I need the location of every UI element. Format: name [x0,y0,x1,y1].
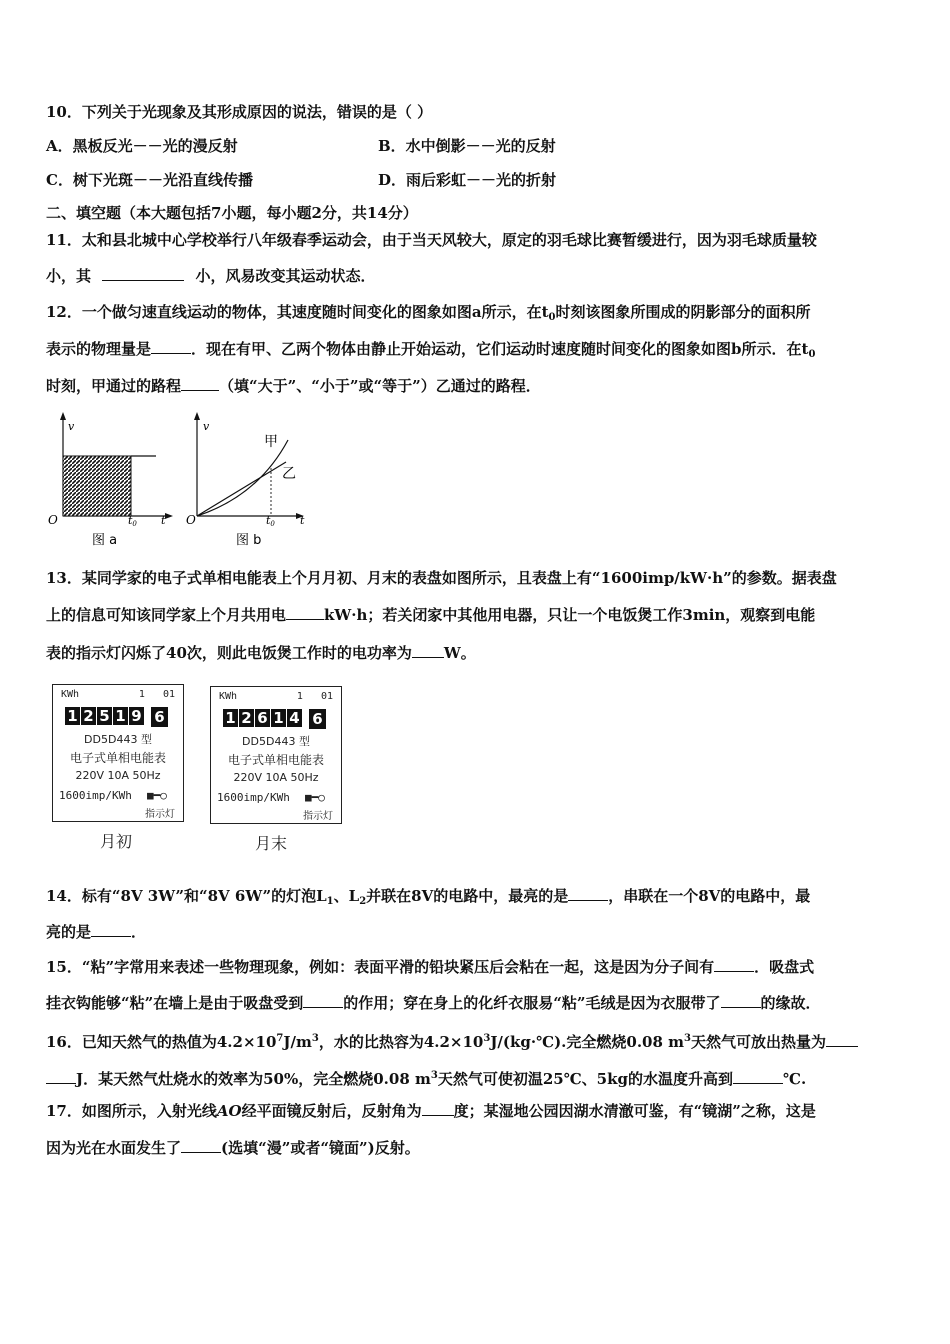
q17-blank-2[interactable] [181,1138,221,1153]
fig-b-y-arrow [194,412,200,420]
q14-blank-2[interactable] [91,922,131,937]
meter-end-caption: 月末 [255,834,288,853]
meter-start-digits [65,707,168,727]
q15-text-2b: 的作用；穿在身上的化纤衣服易“粘”毛绒是因为衣服带了 [343,994,721,1012]
meter-end-n2: 01 [320,691,333,702]
meter-start [52,684,184,822]
fig-a-v-label: v [68,420,75,433]
meter-start-spec: 220V 10A 50Hz [75,769,161,782]
meter-end-spec: 220V 10A 50Hz [233,771,319,784]
q14-sub-1: 1 [326,896,334,907]
q16-blank-1a[interactable] [826,1032,858,1047]
q14-blank-1[interactable] [568,886,608,901]
meter-end-digit: 2 [239,709,255,727]
q16-sup-5: 3 [430,1070,438,1081]
q16-text-1b: J/m [283,1033,312,1051]
meter-end-digit: 6 [255,709,271,727]
indicator-lamp-icon: ■━○ [147,789,167,802]
q11-text-b: 小，风易改变其运动状态． [195,267,376,285]
fig-b-t-label: t [300,514,305,527]
q11-text-a: 小，其 [46,267,92,285]
q11-line1: 11．太和县北城中心学校举行八年级春季运动会，由于当天风较大，原定的羽毛球比赛暂缓进行，因为羽毛球质量较 [46,231,817,249]
meter-start-decimal-digit: 6 [151,707,168,727]
q12-line2 [46,339,815,365]
q14-text-2a: 亮的是 [46,923,92,941]
q14-line2 [46,922,146,942]
q16-text-2a: J．某天然气灶烧水的效率为50%，完全燃烧0.08 m [76,1070,431,1088]
q16-sup-3: 3 [483,1033,491,1044]
q13-text-2b: kW·h；若关闭家中其他用电器，只让一个电饭煲工作3min，观察到电能 [324,606,816,624]
meter-start-n1: 1 [138,689,145,700]
meter-start-digit: 1 [65,707,81,725]
fig-b-t0-main: t [266,514,271,527]
meter-end-unit: KWh [219,691,238,702]
meter-end-digit: 4 [287,709,303,727]
indicator-lamp-icon: ■━○ [305,791,325,804]
q15-text-1b: ．吸盘式 [754,958,815,976]
meter-start-imp: 1600imp/KWh [59,789,132,802]
q16-text-1a: 16．已知天然气的热值为4.2×10 [46,1033,277,1051]
fig-b-t0-sub: 0 [270,520,275,528]
q17-text-1a: 17．如图所示，入射光线 [46,1102,217,1120]
q13-blank-1[interactable] [286,605,324,620]
q16-text-1d: J/(kg·℃).完全燃烧0.08 m [490,1033,685,1051]
fig-b-jia-label: 甲 [264,434,278,450]
q16-text-1c: ，水的比热容为4.2×10 [318,1033,484,1051]
meter-start-model: DD5D443 型 [84,733,152,746]
q13-text-3b: W。 [443,644,476,662]
q16-line2 [46,1066,806,1089]
q12-sub-1: 0 [548,312,556,323]
meter-end-model: DD5D443 型 [242,735,310,748]
q12-blank-2[interactable] [181,376,219,391]
q13-line2 [46,605,815,625]
meter-end-decimal-digit: 6 [309,709,326,729]
meter-start-name: 电子式单相电能表 [69,751,166,765]
q12-blank-1[interactable] [151,339,191,354]
q14-text-2b: ． [131,923,147,941]
meter-end-digit: 1 [271,709,287,727]
q16-blank-2[interactable] [733,1069,783,1084]
meter-end-name: 电子式单相电能表 [227,753,324,767]
meter-start-digit: 5 [97,707,113,725]
q12-text-3b: （填“大于”、“小于”或“等于”）乙通过的路程． [219,377,541,395]
meter-start-digit: 1 [113,707,129,725]
q12-sub-2: 0 [808,349,816,360]
q17-blank-1[interactable] [422,1101,454,1116]
meter-start-digit: 9 [129,707,145,725]
q16-text-1e: 天然气可放出热量为 [691,1033,827,1051]
meter-end-digit: 1 [223,709,239,727]
q13-blank-2[interactable] [412,643,444,658]
q16-sup-2: 3 [311,1033,319,1044]
fig-b-v-label: v [203,420,210,433]
meter-start-lamp-label: 指示灯 [145,809,175,820]
q13-line1: 13．某同学家的电子式单相电能表上个月月初、月末的表盘如图所示，且表盘上有“1600imp/kW·h”的参数。据表盘 [46,569,837,587]
q12-text-2b: ．现在有甲、乙两个物体由静止开始运动，它们运动时速度随时间变化的图象如图b所示．在t [191,340,809,358]
figure-b [186,408,316,554]
q14-text-1a: 14．标有“8V 3W”和“8V 6W”的灯泡L [46,887,327,905]
q12-text-2a: 表示的物理量是 [46,340,152,358]
q17-text-2b: (选填“漫”或者“镜面”)反射。 [221,1139,420,1157]
meter-start-caption: 月初 [100,832,133,851]
fig-a-origin: O [48,513,58,527]
fig-a-t0-sub: 0 [132,520,137,528]
q11-blank[interactable] [102,266,184,281]
fig-a-caption: 图 a [92,533,118,548]
meter-end [210,686,342,824]
q10-option-d: D．雨后彩虹－－光的折射 [378,171,557,189]
q14-sub-2: 2 [359,896,367,907]
meter-end-digits [223,709,326,729]
q13-line3 [46,643,476,663]
q12-text-3a: 时刻，甲通过的路程 [46,377,182,395]
q17-line2 [46,1138,420,1158]
q15-line2 [46,993,821,1013]
fig-a-shaded-area [63,456,131,516]
fig-b-line-yi [197,462,286,516]
q10-option-b: B．水中倒影－－光的反射 [378,137,556,155]
q11-line2 [46,266,376,286]
q16-blank-1b[interactable] [46,1069,76,1084]
meter-start-digit: 2 [81,707,97,725]
q17-ao: AO [216,1102,242,1120]
q15-text-2a: 挂衣钩能够“粘”在墙上是由于吸盘受到 [46,994,304,1012]
q13-text-3a: 表的指示灯闪烁了40次，则此电饭煲工作时的电功率为 [46,644,412,662]
fig-a-x-arrow [165,513,173,519]
q10-option-c: C．树下光斑－－光沿直线传播 [46,171,253,189]
fig-a-t0-main: t [128,514,133,527]
fig-b-caption: 图 b [236,533,262,548]
section-2-heading: 二、填空题（本大题包括7小题，每小题2分，共14分） [46,204,418,222]
fig-a-y-arrow [60,412,66,420]
q16-sup-4: 3 [684,1033,691,1044]
q15-text-1a: 15．“粘”字常用来表述一些物理现象，例如：表面平滑的铅块紧压后会粘在一起，这是因为分子间有 [46,958,715,976]
fig-b-yi-label: 乙 [282,466,296,482]
q14-text-1c: ，串联在一个8V的电路中，最 [608,887,811,905]
q16-text-2c: ℃. [783,1070,807,1088]
q12-line3 [46,376,541,396]
q14-line1 [46,886,810,912]
q14-text-1b: 并联在8V的电路中，最亮的是 [366,887,569,905]
q15-blank-3[interactable] [721,993,761,1008]
q17-text-1b: 经平面镜反射后，反射角为 [241,1102,422,1120]
figure-a [44,408,184,554]
q16-text-2b: 天然气可使初温25℃、5kg的水温度升高到 [437,1070,733,1088]
fig-b-curve-jia [197,440,288,516]
q15-text-2c: 的缘故． [760,994,821,1012]
q13-text-2a: 上的信息可知该同学家上个月共用电 [46,606,287,624]
q12-text-1a: 12．一个做匀速直线运动的物体，其速度随时间变化的图象如图a所示，在t [46,303,549,321]
q10-stem: 10．下列关于光现象及其形成原因的说法，错误的是（ ） [46,103,433,121]
q16-sup-1: 7 [276,1033,284,1044]
fig-a-t-label: t [161,514,166,527]
meter-start-unit: KWh [61,689,80,700]
q10-option-a: A．黑板反光－－光的漫反射 [46,137,238,155]
meter-end-n1: 1 [296,691,303,702]
meter-end-imp: 1600imp/KWh [217,791,290,804]
q15-blank-1[interactable] [714,957,754,972]
q15-blank-2[interactable] [303,993,343,1008]
q17-line1 [46,1101,816,1121]
q12-line1 [46,302,811,328]
q15-line1 [46,957,814,977]
q17-text-1c: 度；某湿地公园因湖水清澈可鉴，有“镜湖”之称，这是 [453,1102,816,1120]
fig-b-origin: O [186,513,196,527]
q17-text-2a: 因为光在水面发生了 [46,1139,182,1157]
q14-text-mid: 、L [333,887,360,905]
meter-end-lamp-label: 指示灯 [303,811,333,822]
meter-start-n2: 01 [162,689,175,700]
q16-line1 [46,1029,858,1052]
q12-text-1b: 时刻该图象所围成的阴影部分的面积所 [555,303,811,321]
